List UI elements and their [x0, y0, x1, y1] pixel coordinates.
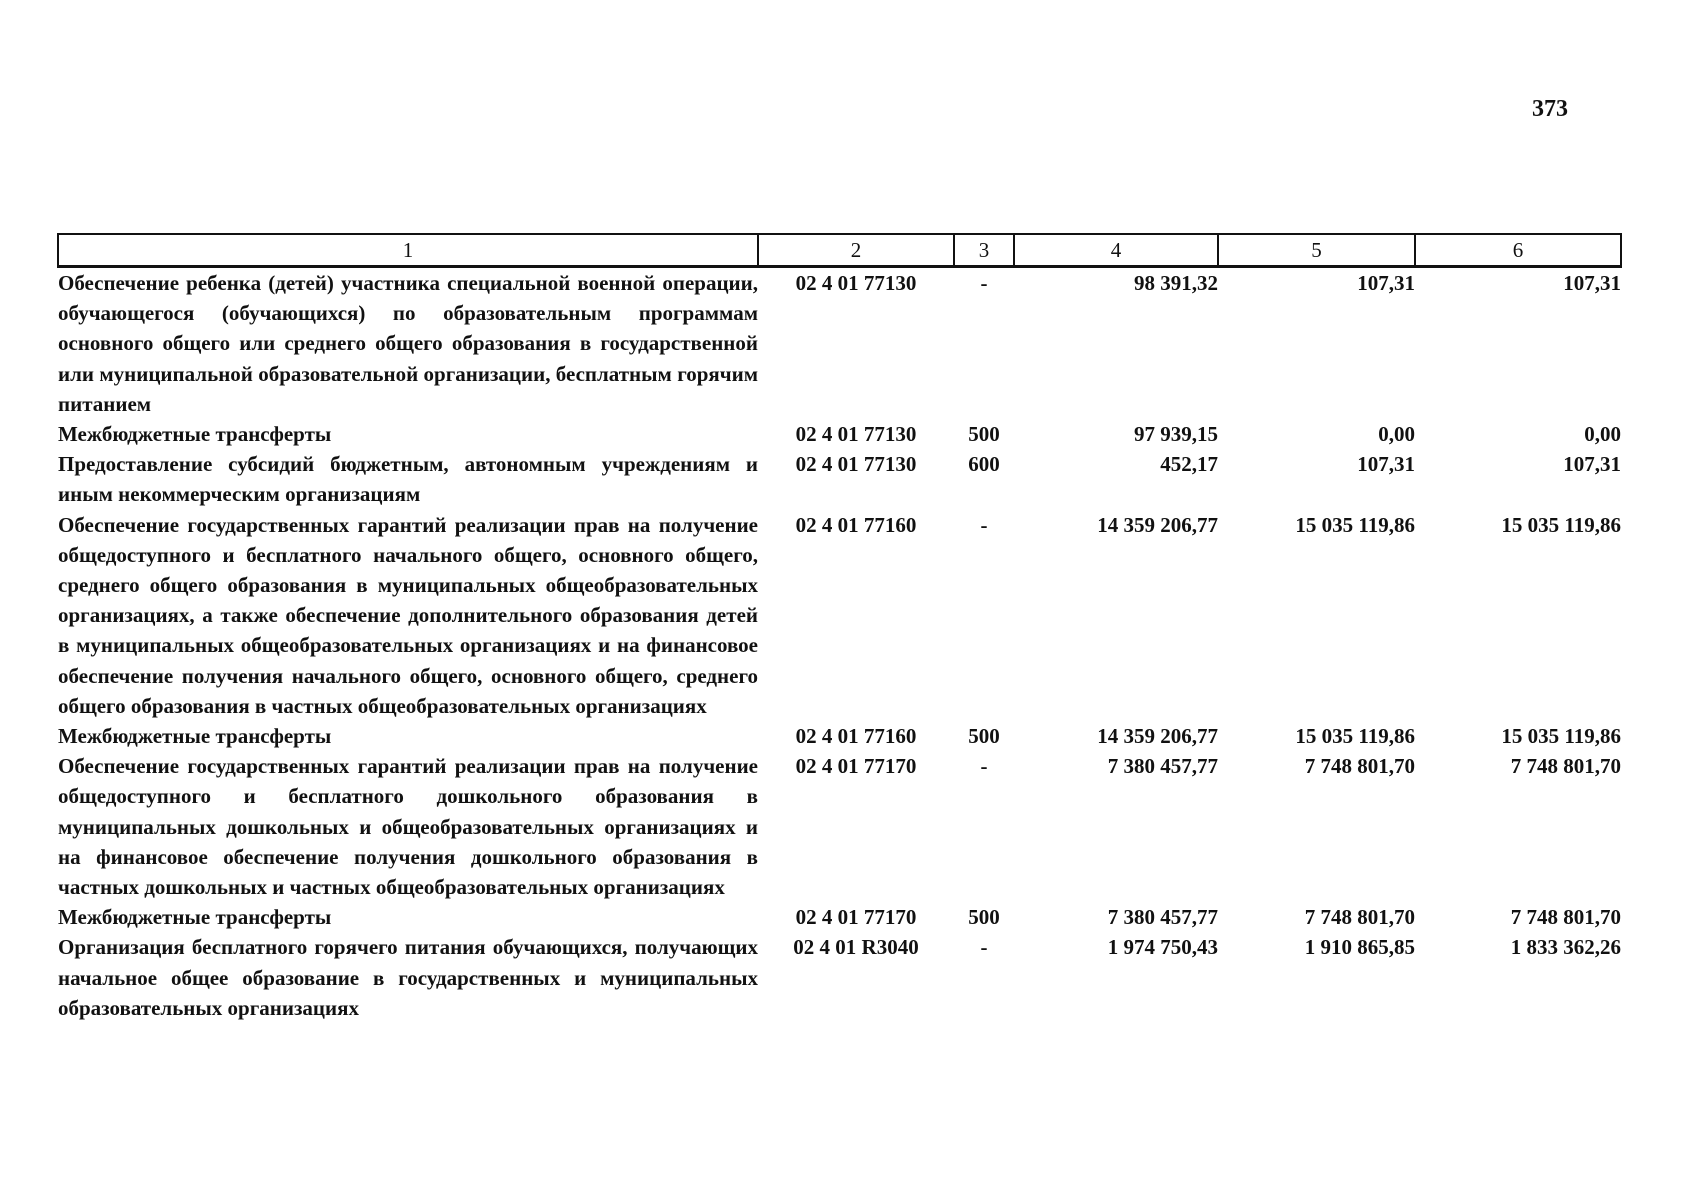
page-number: 373 [1532, 96, 1568, 122]
table-row [58, 932, 1621, 1023]
row-expense-type: - [980, 512, 988, 537]
row-value-col6: 15 035 119,86 [1501, 724, 1621, 749]
header-col-3: 3 [954, 234, 1014, 267]
row-value-col4: 7 380 457,77 [1107, 754, 1218, 779]
row-value-col4: 14 359 206,77 [1097, 512, 1218, 537]
row-code: 02 4 01 R3040 [793, 935, 919, 960]
header-col-2: 2 [758, 234, 954, 267]
row-name: Обеспечение ребенка (детей) участника специальной военной операции, обучающегося (обучающихся) по образовательным программам основного общего или среднего общего образования в государственной или муниципальной образовательной организации, бесплатным горячим питанием [58, 271, 758, 416]
row-value-col5: 15 035 119,86 [1295, 512, 1415, 537]
row-value-col5: 0,00 [1378, 422, 1415, 447]
row-value-col6: 107,31 [1563, 452, 1621, 477]
table-header [58, 234, 1621, 267]
row-value-col5: 1 910 865,85 [1304, 935, 1415, 960]
row-name: Обеспечение государственных гарантий реализации прав на получение общедоступного и бесплатного дошкольного образования в муниципальных дошкольных и общеобразовательных организациях и на финансовое обеспечение получения дошкольного образования в частных дошкольных и частных общеобразовательных организациях [58, 754, 758, 900]
table-row [58, 902, 1621, 932]
header-col-5: 5 [1218, 234, 1415, 267]
row-code: 02 4 01 77160 [795, 512, 917, 537]
row-expense-type: 500 [968, 422, 1000, 447]
row-value-col5: 107,31 [1357, 452, 1415, 477]
row-value-col6: 0,00 [1584, 422, 1621, 447]
header-col-1: 1 [58, 234, 758, 267]
row-value-col4: 97 939,15 [1134, 422, 1218, 447]
row-name: Организация бесплатного горячего питания обучающихся, получающих начальное общее образование в государственных и муниципальных образовательных организациях [58, 935, 758, 1020]
budget-table [57, 233, 1622, 1023]
row-code: 02 4 01 77130 [795, 452, 917, 477]
row-value-col6: 1 833 362,26 [1510, 935, 1621, 960]
row-value-col4: 14 359 206,77 [1097, 724, 1218, 749]
row-name: Межбюджетные трансферты [58, 724, 332, 749]
row-code: 02 4 01 77160 [795, 724, 917, 749]
row-name: Межбюджетные трансферты [58, 905, 332, 930]
row-value-col4: 452,17 [1160, 452, 1218, 477]
row-value-col5: 7 748 801,70 [1304, 905, 1415, 930]
table-row [58, 419, 1621, 449]
row-value-col4: 7 380 457,77 [1107, 905, 1218, 930]
table-row [58, 449, 1621, 509]
row-code: 02 4 01 77170 [795, 905, 917, 930]
row-value-col6: 15 035 119,86 [1501, 512, 1621, 537]
row-value-col5: 107,31 [1357, 271, 1415, 295]
row-name: Межбюджетные трансферты [58, 422, 332, 447]
row-expense-type: - [980, 271, 988, 295]
table-row [58, 721, 1621, 751]
row-code: 02 4 01 77130 [795, 422, 917, 447]
table-row [58, 510, 1621, 721]
table-body [58, 267, 1621, 1024]
row-expense-type: 500 [968, 724, 1000, 749]
table-row [58, 751, 1621, 902]
header-col-4: 4 [1014, 234, 1218, 267]
row-value-col5: 7 748 801,70 [1304, 754, 1415, 779]
row-name: Обеспечение государственных гарантий реализации прав на получение общедоступного и бесплатного начального общего, основного общего, среднего общего образования в муниципальных общеобразовательных организациях, а также обеспечение дополнительного образования детей в муниципальных общеобразовательных организациях и на финансовое обеспечение получения начального общего, основного общего, среднего общего образования в частных общеобразовательных организациях [58, 512, 758, 718]
row-value-col6: 107,31 [1563, 271, 1621, 295]
row-value-col4: 98 391,32 [1134, 271, 1218, 295]
row-code: 02 4 01 77130 [795, 271, 917, 295]
row-code: 02 4 01 77170 [795, 754, 917, 779]
row-expense-type: 500 [968, 905, 1000, 930]
row-expense-type: - [980, 754, 988, 779]
table-row [58, 267, 1621, 420]
header-row [58, 234, 1621, 267]
row-expense-type: - [980, 935, 988, 960]
row-expense-type: 600 [968, 452, 1000, 477]
row-value-col6: 7 748 801,70 [1510, 905, 1621, 930]
row-value-col6: 7 748 801,70 [1510, 754, 1621, 779]
row-name: Предоставление субсидий бюджетным, автономным учреждениям и иным некоммерческим организациям [58, 452, 758, 507]
row-value-col5: 15 035 119,86 [1295, 724, 1415, 749]
row-value-col4: 1 974 750,43 [1107, 935, 1218, 960]
header-col-6: 6 [1415, 234, 1621, 267]
